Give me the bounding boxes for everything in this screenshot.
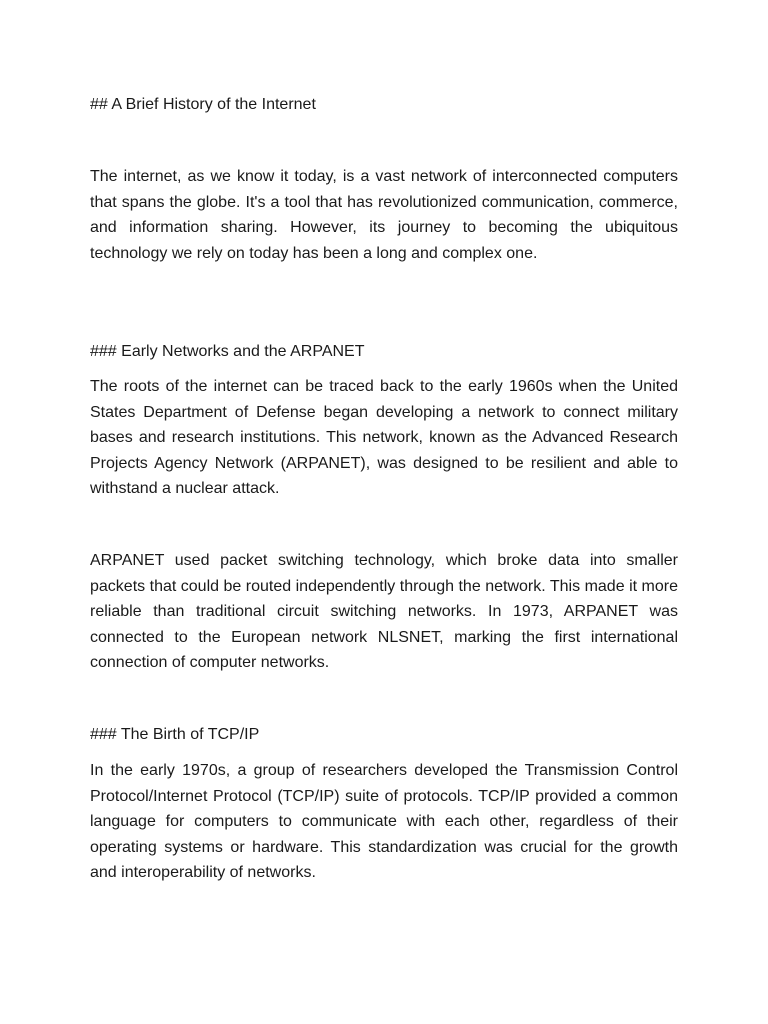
section-heading-early-networks: ### Early Networks and the ARPANET — [90, 343, 365, 360]
intro-paragraph: The internet, as we know it today, is a vast network of interconnected computers that spans the globe. It's a tool that has revolutionized communication, commerce, and information sharing. However, its journey to becoming the ubiquitous technology we rely on today has been a long and complex one. — [90, 168, 678, 262]
paragraph-tcp-ip: In the early 1970s, a group of researchers developed the Transmission Control Protocol/Internet Protocol (TCP/IP) suite of protocols. TCP/IP provided a common language for computers to communicate with each other, regardless of their operating systems or hardware. This standardization was crucial for the growth and interoperability of networks. — [90, 762, 678, 881]
paragraph-packet-switching: ARPANET used packet switching technology, which broke data into smaller packets that could be routed independently through the network. This made it more reliable than traditional circuit switching networks. In 1973, ARPANET was connected to the European network NLSNET, marking the first international connection of computer networks. — [90, 552, 678, 671]
document-title: ## A Brief History of the Internet — [90, 96, 316, 113]
section-heading-tcp-ip: ### The Birth of TCP/IP — [90, 726, 260, 743]
paragraph-arpanet-roots: The roots of the internet can be traced back to the early 1960s when the United States Department of Defense began developing a network to connect military bases and research institutions. This network, known as the Advanced Research Projects Agency Network (ARPANET), was designed to be resilient and able to withstand a nuclear attack. — [90, 378, 678, 497]
